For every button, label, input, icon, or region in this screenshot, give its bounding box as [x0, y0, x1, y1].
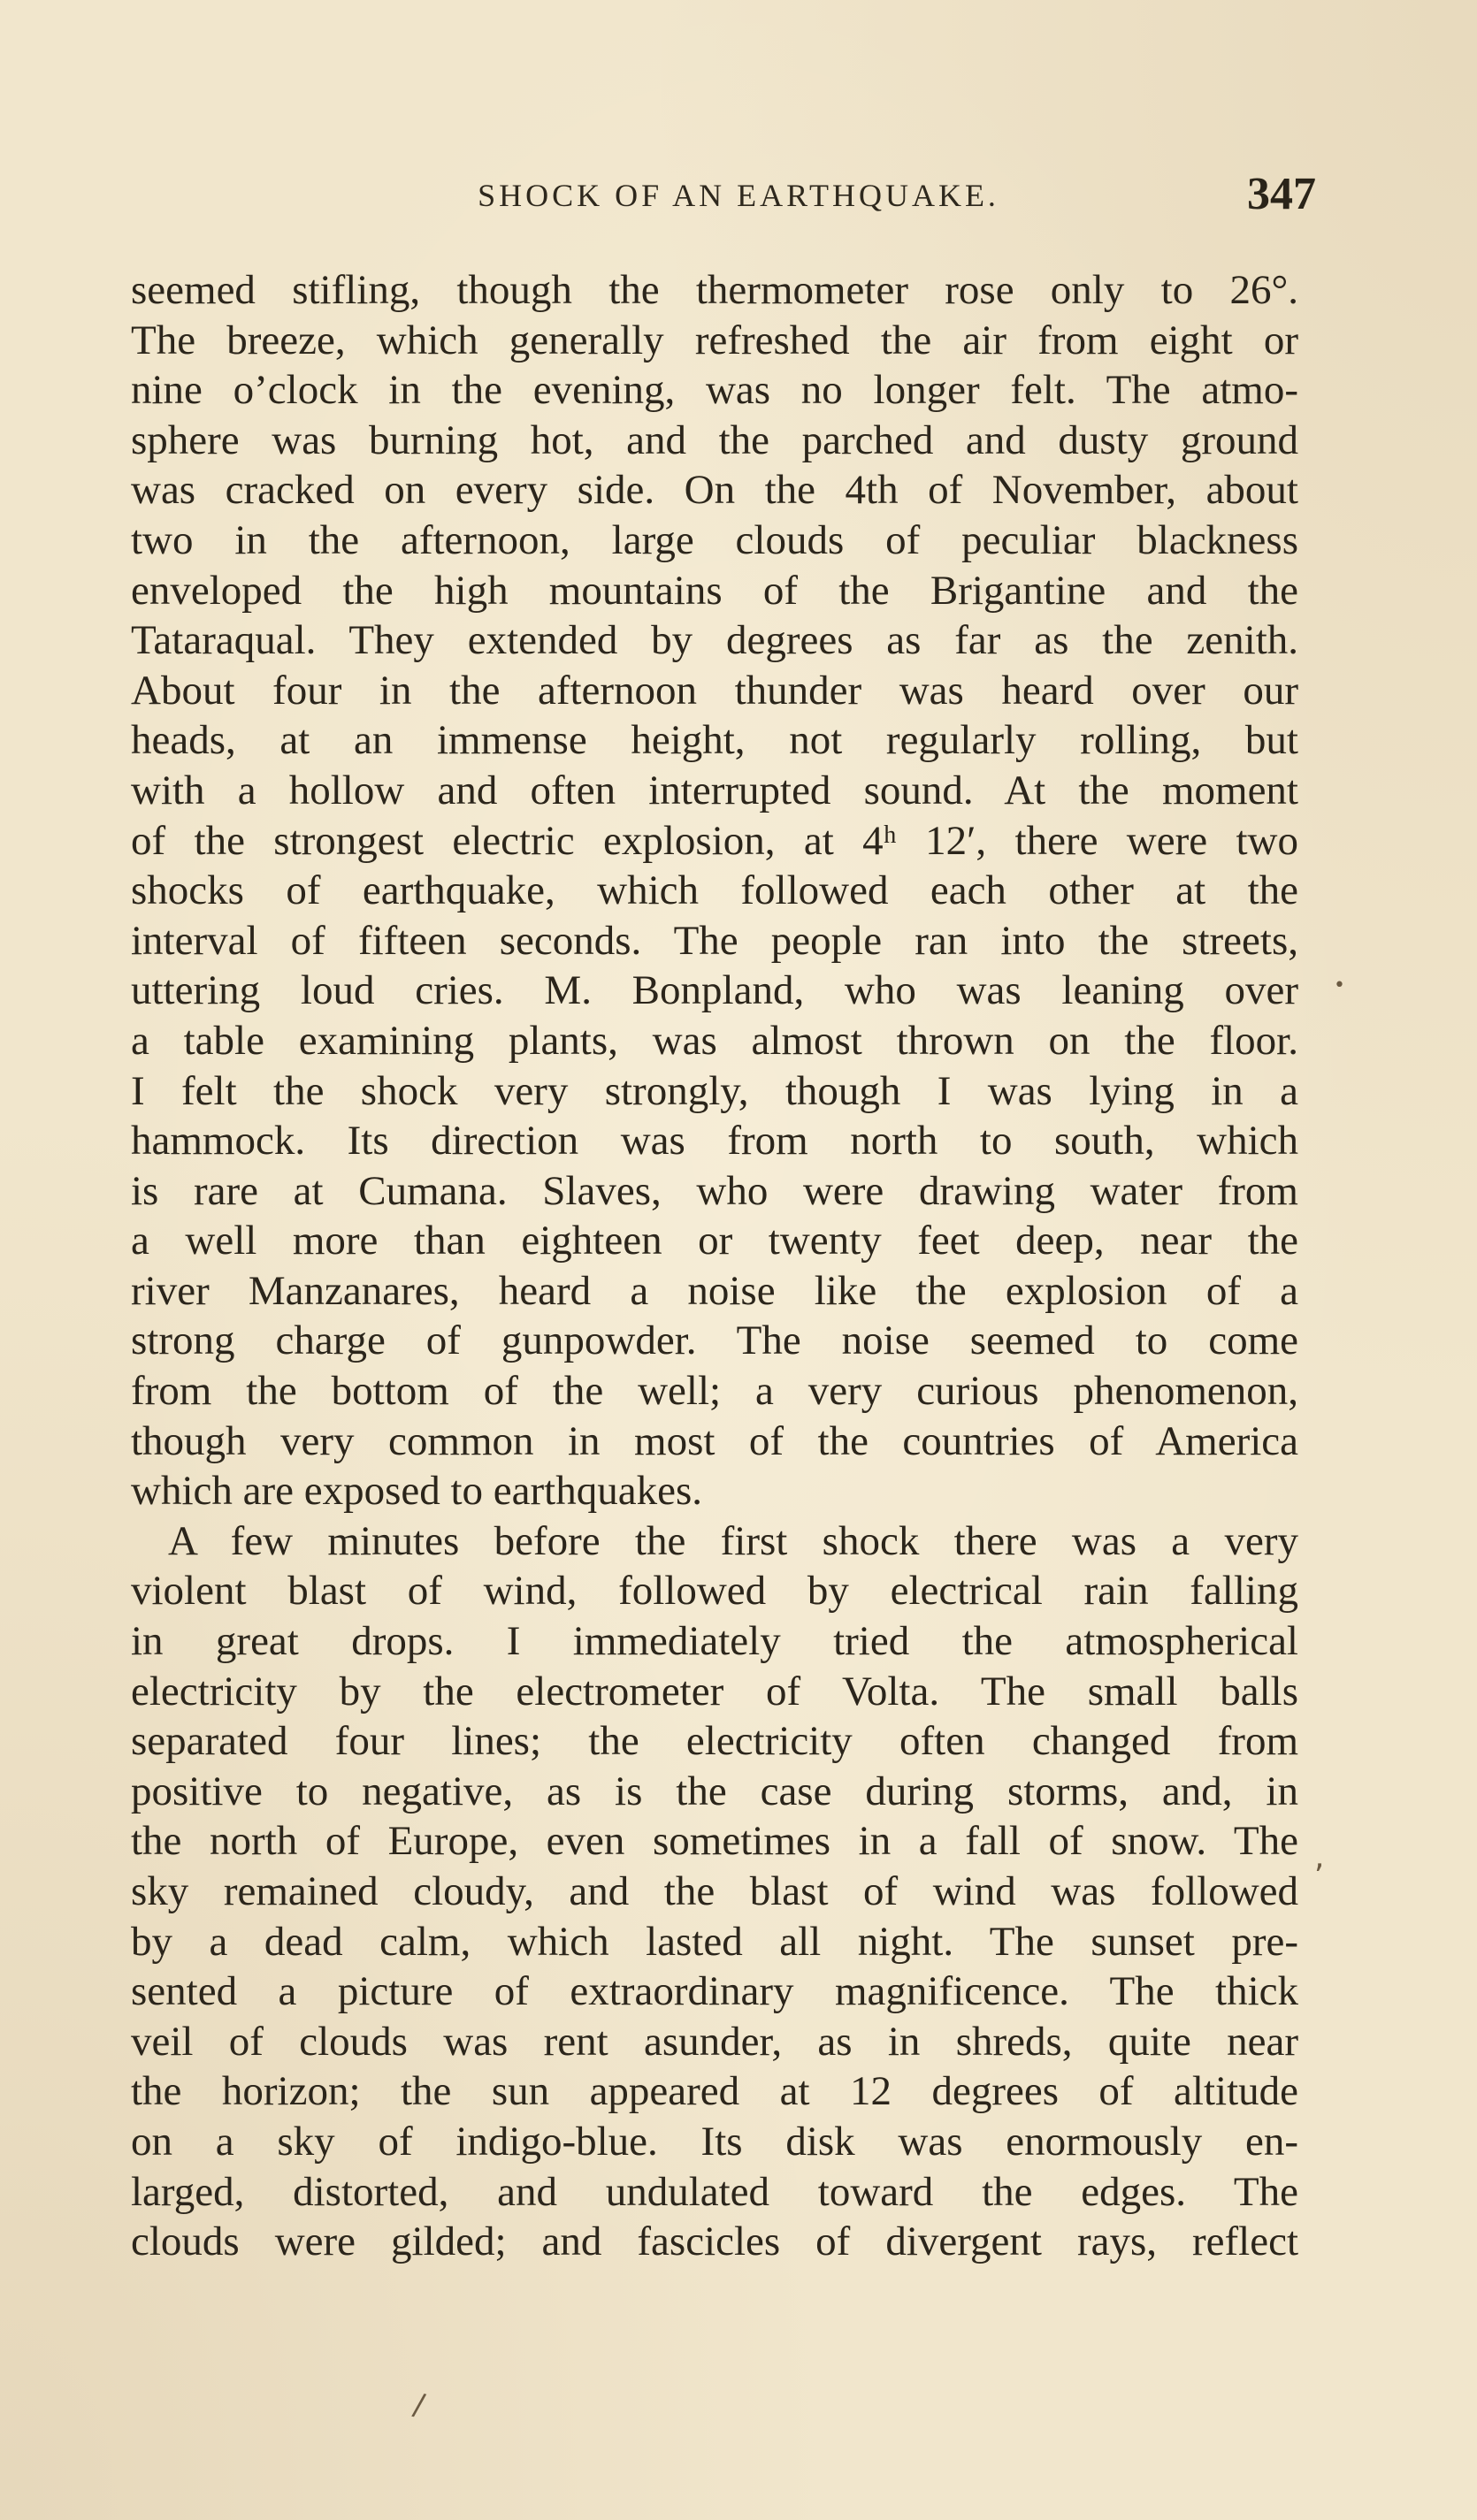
text-line: is rare at Cumana. Slaves, who were drawing water from — [131, 1167, 1298, 1214]
paragraph-1 — [131, 265, 1298, 1516]
text-line: Tataraqual. They extended by degrees as far as the zenith. — [131, 617, 1298, 664]
text-line: two in the afternoon, large clouds of peculiar blackness — [131, 516, 1298, 563]
text-line: A few minutes before the first shock there was a very — [168, 1517, 1298, 1564]
text-line: About four in the afternoon thunder was heard over our — [131, 667, 1298, 714]
paragraph-2 — [131, 1516, 1298, 2267]
text-line: interval of fifteen seconds. The people ran into the streets, — [131, 917, 1298, 964]
text-line: with a hollow and often interrupted sound. At the moment — [131, 767, 1298, 813]
text-line: the horizon; the sun appeared at 12 degrees of altitude — [131, 2068, 1298, 2115]
text-line: from the bottom of the well; a very curious phenomenon, — [131, 1368, 1298, 1415]
text-line: sented a picture of extraordinary magnificence. The thick — [131, 1968, 1298, 2015]
text-line: separated four lines; the electricity often changed from — [131, 1718, 1298, 1765]
text-line: strong charge of gunpowder. The noise seemed to come — [131, 1317, 1298, 1364]
text-line: river Manzanares, heard a noise like the explosion of a — [131, 1267, 1298, 1314]
text-line: on a sky of indigo-blue. Its disk was enormously en- — [131, 2118, 1298, 2165]
page-number: 347 — [1247, 169, 1316, 219]
text-line: the north of Europe, even sometimes in a fall of snow. The — [131, 1818, 1298, 1865]
text-line: in great drops. I immediately tried the atmospherical — [131, 1618, 1298, 1665]
text-line: though very common in most of the countries of America — [131, 1417, 1298, 1464]
text-line: sphere was burning hot, and the parched and dusty ground — [131, 416, 1298, 463]
text-line: a well more than eighteen or twenty feet deep, near the — [131, 1218, 1298, 1264]
text-line: of the strongest electric explosion, at 4ʰ 12′, there were two — [131, 817, 1298, 864]
text-line: clouds were gilded; and fascicles of divergent rays, reflect — [131, 2218, 1298, 2265]
running-head: SHOCK OF AN EARTHQUAKE. — [478, 178, 999, 213]
text-line: hammock. Its direction was from north to south, which — [131, 1118, 1298, 1165]
page-header — [133, 168, 1344, 221]
text-line: The breeze, which generally refreshed the air from eight or — [131, 317, 1298, 363]
text-line: heads, at an immense height, not regularly rolling, but — [131, 717, 1298, 764]
text-line: enveloped the high mountains of the Brigantine and the — [131, 567, 1298, 614]
text-line: seemed stifling, though the thermometer rose only to 26°. — [131, 267, 1298, 313]
body-text — [131, 265, 1298, 2267]
text-line: a table examining plants, was almost thrown on the floor. — [131, 1017, 1298, 1064]
stray-slash-mark: / — [409, 2386, 428, 2424]
text-line: was cracked on every side. On the 4th of November, about — [131, 467, 1298, 514]
text-line: uttering loud cries. M. Bonpland, who was leaning over — [131, 967, 1298, 1014]
text-line: I felt the shock very strongly, though I was lying in a — [131, 1067, 1298, 1114]
text-line: positive to negative, as is the case during storms, and, in — [131, 1768, 1298, 1814]
text-line: larged, distorted, and undulated toward the edges. The — [131, 2168, 1298, 2215]
stray-comma-mark: , — [1314, 1839, 1325, 1875]
text-line: sky remained cloudy, and the blast of wind was followed — [131, 1868, 1298, 1914]
text-line: by a dead calm, which lasted all night. The sunset pre- — [131, 1918, 1298, 1965]
text-line: electricity by the electrometer of Volta. The small balls — [131, 1668, 1298, 1714]
text-line: violent blast of wind, followed by electrical rain falling — [131, 1568, 1298, 1615]
text-line: shocks of earthquake, which followed each other at the — [131, 867, 1298, 914]
text-line: veil of clouds was rent asunder, as in shreds, quite near — [131, 2018, 1298, 2065]
text-line: nine o’clock in the evening, was no longer felt. The atmo- — [131, 367, 1298, 414]
stray-dot-mark: • — [1334, 974, 1345, 997]
text-line: which are exposed to earthquakes. — [131, 1468, 702, 1515]
